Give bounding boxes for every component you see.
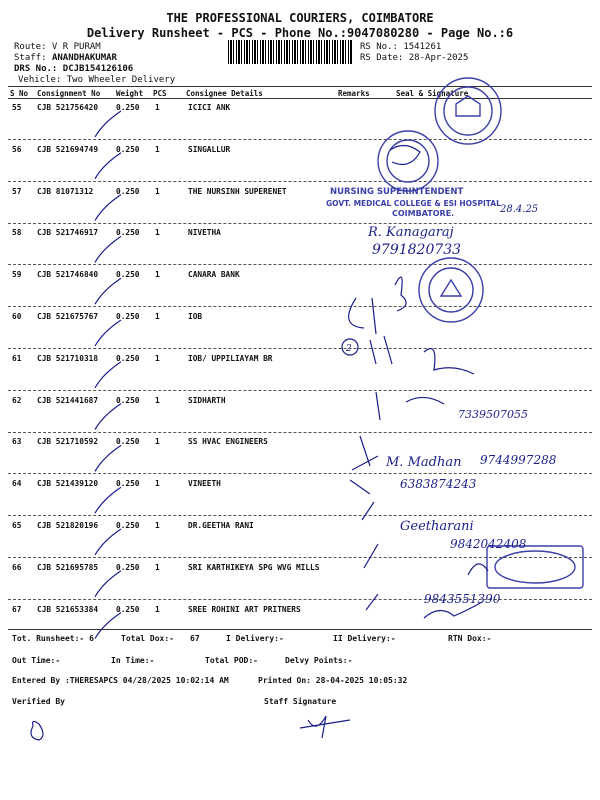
in-time: In Time:-: [111, 656, 155, 665]
row-consignment-no: CJB 521653384: [37, 604, 99, 614]
row-pcs: 1: [155, 604, 160, 614]
staff-label: Staff:: [14, 53, 47, 63]
total-dox-label: Total Dox:-: [121, 634, 174, 643]
row-pcs: 1: [155, 437, 160, 447]
circle-text-61: 2: [346, 344, 352, 354]
delivery-tick: [95, 613, 121, 639]
row-weight: 0.250: [116, 144, 140, 154]
row-pcs: 1: [155, 521, 160, 530]
ii-delivery: II Delivery:-: [333, 634, 396, 643]
hw-phone-67: 9843551390: [424, 592, 501, 606]
signature-61: [424, 349, 474, 374]
row-sno: 57: [12, 186, 22, 196]
stroke-63: [352, 436, 378, 470]
delivery-tick: [95, 195, 121, 221]
signature-59: [395, 277, 406, 311]
delivery-tick: [95, 571, 121, 597]
delivery-tick: [95, 529, 121, 555]
row-pcs: 1: [155, 562, 160, 572]
row-consignment-no: CJB 521694749: [37, 144, 99, 154]
stroke-62: [376, 392, 380, 420]
hw-name-58: R. Kanagaraj: [368, 225, 454, 240]
row-weight: 0.250: [116, 353, 140, 363]
delivery-tick: [95, 153, 121, 179]
drs-number: DCJB154126106: [62, 64, 134, 74]
row-consignee: IOB/ UPPILIAYAM BR: [188, 353, 273, 363]
row-consignment-no: CJB 521439120: [37, 479, 99, 489]
row-pcs: 1: [155, 479, 160, 489]
rtn-dox: RTN Dox:-: [448, 634, 492, 643]
row-weight: 0.250: [116, 186, 140, 196]
nursing-stamp-line2: GOVT. MEDICAL COLLEGE & ESI HOSPITAL: [326, 199, 501, 208]
stroke-65: [362, 502, 374, 520]
row-consignment-no: CJB 521675767: [37, 312, 99, 321]
row-sno: 66: [12, 562, 22, 572]
hw-phone-58: 9791820733: [372, 242, 462, 258]
row-sno: 61: [12, 353, 22, 363]
row-sno: 63: [12, 437, 22, 447]
entered-by: Entered By :THERESAPCS 04/28/2025 10:02:14 AM: [12, 676, 229, 685]
delivery-tick: [95, 320, 121, 346]
row-pcs: 1: [155, 144, 160, 154]
delivery-tick: [95, 236, 121, 262]
route-label: Route: V R PURAM: [14, 42, 101, 52]
row-consignment-no: CJB 521756420: [37, 103, 99, 112]
rs-number: RS No.: 1541261: [360, 42, 442, 52]
col-pcs: PCS: [153, 89, 167, 98]
hw-name-65: Geetharani: [400, 519, 474, 534]
vehicle-label: Vehicle: Two Wheeler Delivery: [18, 75, 176, 85]
row-pcs: 1: [155, 353, 160, 363]
row-sno: 65: [12, 521, 22, 530]
col-seal-signature: Seal & Signature: [396, 89, 469, 98]
row-consignment-no: CJB 521441687: [37, 395, 99, 405]
staff-signature: [300, 716, 350, 738]
printed-on: Printed On: 28-04-2025 10:05:32: [258, 676, 408, 685]
row-consignment-no: CJB 521820196: [37, 521, 99, 530]
row-weight: 0.250: [116, 479, 140, 489]
row-consignee: NIVETHA: [188, 228, 221, 238]
round-stamp-row56: [378, 131, 438, 191]
rect-stamp-row66: [487, 546, 583, 588]
col-sno: S No: [10, 89, 29, 98]
round-stamp-canara: [419, 258, 483, 322]
row-weight: 0.250: [116, 395, 140, 405]
delvy-points: Delvy Points:-: [285, 656, 353, 665]
drs-label: DRS No.:: [14, 64, 58, 74]
row-sno: 56: [12, 144, 22, 154]
row-sno: 59: [12, 270, 22, 280]
tot-runsheet: Tot. Runsheet:- 6: [12, 634, 94, 643]
row-weight: 0.250: [116, 270, 140, 280]
runsheet-subtitle: Delivery Runsheet - PCS - Phone No.:9047080280 - Page No.:6: [86, 26, 514, 40]
hw-name-64: M. Madhan: [386, 455, 462, 470]
row-weight: 0.250: [116, 103, 140, 112]
row-consignee: DR.GEETHA RANI: [188, 521, 254, 530]
row-consignee: THE NURSINH SUPERENET: [188, 186, 287, 196]
row-pcs: 1: [155, 228, 160, 238]
nursing-stamp-line3: COIMBATORE.: [392, 209, 455, 218]
hw-phone-64a: 9744997288: [480, 453, 557, 467]
staff-name: ANANDHAKUMAR: [51, 53, 117, 63]
col-weight: Weight: [116, 89, 144, 98]
hw-phone-65: 9842042408: [450, 537, 527, 551]
row-weight: 0.250: [116, 604, 140, 614]
row-sno: 64: [12, 479, 22, 489]
row-sno: 55: [12, 103, 22, 112]
delivery-tick: [95, 445, 121, 471]
nursing-stamp-line1: NURSING SUPERINTENDENT: [330, 187, 464, 197]
hw-date-57: 28.4.25: [500, 204, 539, 215]
delivery-tick: [95, 404, 121, 430]
delivery-tick: [95, 362, 121, 388]
row-weight: 0.250: [116, 437, 140, 447]
signature-60: [349, 298, 376, 334]
row-weight: 0.250: [116, 562, 140, 572]
rs-date: RS Date: 28-Apr-2025: [360, 53, 469, 63]
stroke-67: [366, 594, 378, 610]
strokes-61: [370, 336, 392, 364]
row-sno: 67: [12, 604, 22, 614]
row-pcs: 1: [155, 312, 160, 321]
row-weight: 0.250: [116, 521, 140, 530]
row-consignment-no: CJB 521746840: [37, 270, 99, 280]
row-consignee: SREE ROHINI ART PRITNERS: [188, 604, 301, 614]
row-pcs: 1: [155, 270, 160, 280]
col-consignment: Consignment No: [37, 89, 101, 98]
hw-phone-64b: 6383874243: [400, 477, 477, 491]
row-pcs: 1: [155, 186, 160, 196]
col-consignee: Consignee Details: [186, 89, 263, 98]
i-delivery: I Delivery:-: [226, 634, 284, 643]
row-pcs: 1: [155, 395, 160, 405]
row-consignee: VINEETH: [188, 479, 221, 489]
total-dox-value: 67: [190, 634, 200, 643]
delivery-tick: [95, 111, 121, 137]
row-consignment-no: CJB 521710318: [37, 353, 99, 363]
row-consignee: SINGALLUR: [188, 144, 231, 154]
row-consignee: SRI KARTHIKEYA SPG WVG MILLS: [188, 562, 320, 572]
col-remarks: Remarks: [338, 89, 370, 98]
row-consignment-no: CJB 521710592: [37, 437, 99, 447]
delivery-tick: [95, 487, 121, 513]
row-weight: 0.250: [116, 312, 140, 321]
row-consignee: SIDHARTH: [188, 395, 226, 405]
verified-by: Verified By: [12, 697, 65, 706]
row-consignment-no: CJB 521695785: [37, 562, 99, 572]
row-sno: 58: [12, 228, 22, 238]
delivery-tick: [95, 278, 121, 304]
total-pod: Total POD:-: [205, 656, 258, 665]
row-consignment-no: CJB 81071312: [37, 186, 94, 196]
stroke-64: [350, 480, 370, 494]
company-title: THE PROFESSIONAL COURIERS, COIMBATORE: [166, 11, 434, 25]
tick-marks: [95, 111, 121, 639]
row-sno: 60: [12, 312, 22, 321]
row-consignee: ICICI ANK: [188, 103, 231, 112]
row-pcs: 1: [155, 103, 160, 112]
row-consignment-no: CJB 521746917: [37, 228, 99, 238]
row-consignee: SS HVAC ENGINEERS: [188, 437, 268, 447]
row-consignee: CANARA BANK: [188, 270, 240, 280]
verified-signature: [31, 721, 43, 740]
row-weight: 0.250: [116, 228, 140, 238]
staff-signature-label: Staff Signature: [264, 697, 337, 706]
hw-phone-62: 7339507055: [458, 408, 528, 421]
signature-62: [406, 397, 444, 404]
row-consignee: IOB: [188, 312, 203, 321]
row-sno: 62: [12, 395, 22, 405]
out-time: Out Time:-: [12, 656, 61, 665]
round-stamp-top: [435, 78, 501, 144]
